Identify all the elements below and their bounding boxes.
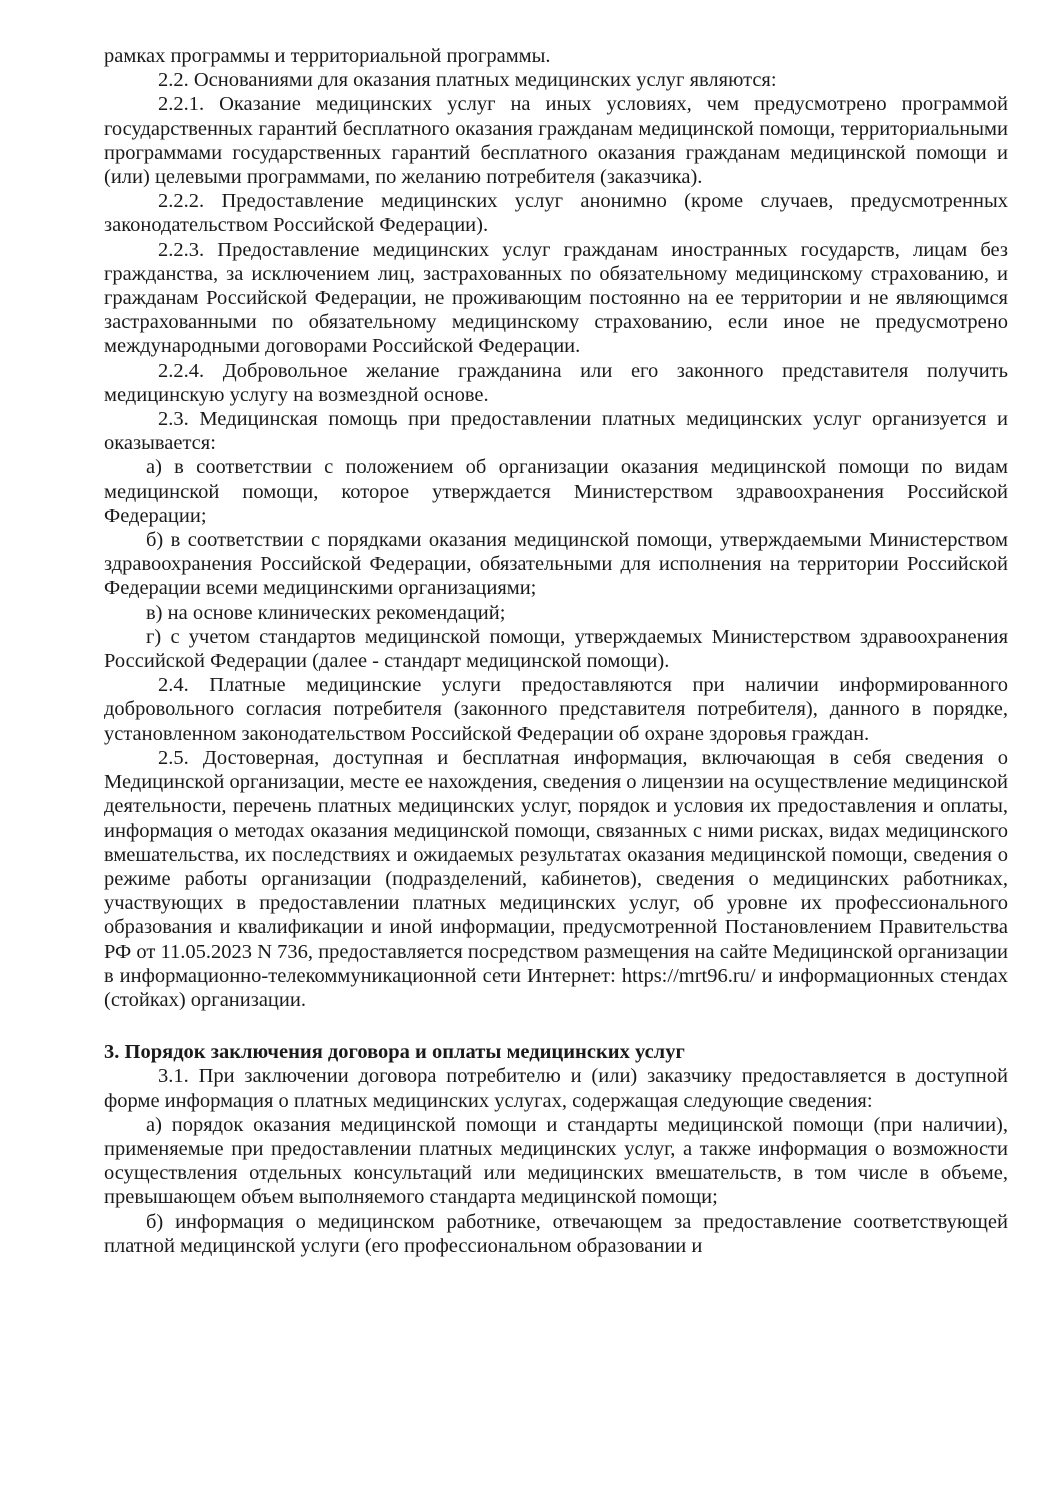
paragraph: 2.4. Платные медицинские услуги предоставляются при наличии информированного добровольного согласия потребителя (законного представителя потребителя), данного в порядке, установленном законодательством Российской Федерации об охране здоровья граждан. — [104, 674, 1008, 745]
paragraphs-before — [104, 44, 1008, 1012]
paragraph: 2.2.4. Добровольное желание гражданина или его законного представителя получить медицинскую услугу на возмездной основе. — [104, 359, 1008, 406]
paragraph: г) с учетом стандартов медицинской помощи, утверждаемых Министерством здравоохранения Российской Федерации (далее - стандарт медицинской помощи). — [104, 625, 1008, 673]
paragraph: 2.2.3. Предоставление медицинских услуг гражданам иностранных государств, лицам без гражданства, за исключением лиц, застрахованных по обязательному медицинскому страхованию, и гражданам Российской Федерации, не проживающим постоянно на ее территории и не являющимся застрахованными по обязательному медицинскому страхованию, если иное не предусмотрено международными договорами Российской Федерации. — [104, 238, 1008, 358]
paragraph: 3.1. При заключении договора потребителю и (или) заказчику предоставляется в доступной форме информация о платных медицинских услугах, содержащая следующие сведения: — [104, 1065, 1008, 1112]
section-heading: 3. Порядок заключения договора и оплаты медицинских услуг — [104, 1041, 685, 1064]
paragraph: 2.2.2. Предоставление медицинских услуг анонимно (кроме случаев, предусмотренных законодательством Российской Федерации). — [104, 190, 1008, 237]
paragraph: б) в соответствии с порядками оказания медицинской помощи, утверждаемыми Министерством здравоохранения Российской Федерации, обязательными для исполнения на территории Российской Федерации всеми медицинскими организациями; — [104, 529, 1008, 600]
paragraph: в) на основе клинических рекомендаций; — [146, 601, 506, 624]
paragraph: а) порядок оказания медицинской помощи и стандарты медицинской помощи (при наличии), применяемые при предоставлении платных медицинских услуг, а также информация о возможности осуществления отдельных консультаций или медицинских вмешательств, в том числе в объеме, превышающем объем выполняемого стандарта медицинской помощи; — [104, 1113, 1008, 1209]
paragraph: 2.5. Достоверная, доступная и бесплатная информация, включающая в себя сведения о Медицинской организации, месте ее нахождения, сведения о лицензии на осуществление медицинской деятельности, перечень платных медицинских услуг, порядок и условия их предоставления и оплаты, информация о методах оказания медицинской помощи, связанных с ними рисках, видах медицинского вмешательства, их последствиях и ожидаемых результатах оказания медицинской помощи, сведения о режиме работы организации (подразделений, кабинетов), сведения о медицинских работниках, участвующих в предоставлении платных медицинских услуг, об уровне их профессионального образования и квалификации и иной информации, предусмотренной Постановлением Правительства РФ от 11.05.2023 N 736, предоставляется посредством размещения на сайте Медицинской организации в информационно-телекоммуникационной сети Интернет: https://mrt96.ru/ и информационных стендах (стойках) организации. — [104, 746, 1008, 1011]
paragraph: а) в соответствии с положением об организации оказания медицинской помощи по видам медицинской помощи, которое утверждается Министерством здравоохранения Российской Федерации; — [104, 456, 1008, 527]
paragraph: 2.2. Основаниями для оказания платных медицинских услуг являются: — [158, 69, 777, 92]
paragraph: б) информация о медицинском работнике, отвечающем за предоставление соответствующей платной медицинской услуги (его профессиональном образовании и — [104, 1210, 1008, 1257]
paragraphs-after — [104, 1064, 1008, 1258]
paragraph: 2.2.1. Оказание медицинских услуг на иных условиях, чем предусмотрено программой государственных гарантий бесплатного оказания гражданам медицинской помощи, территориальными программами государственных гарантий бесплатного оказания гражданам медицинской помощи и (или) целевыми программами, по желанию потребителя (заказчика). — [104, 93, 1008, 189]
document-page — [104, 44, 1008, 1258]
paragraph: рамках программы и территориальной программы. — [104, 45, 551, 67]
paragraph: 2.3. Медицинская помощь при предоставлении платных медицинских услуг организуется и оказывается: — [104, 408, 1008, 455]
